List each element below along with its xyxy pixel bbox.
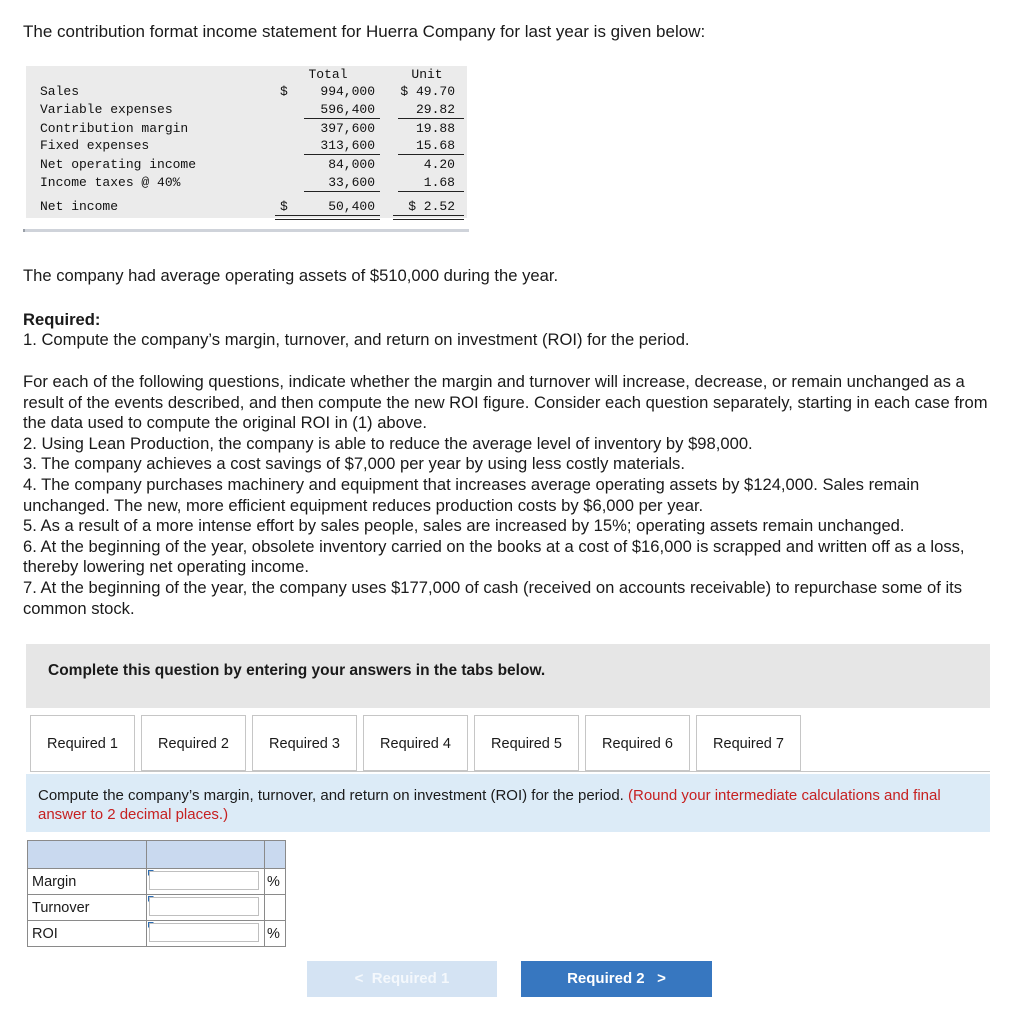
dollar-sales: $	[280, 84, 288, 99]
header-total: Total	[308, 67, 348, 82]
tab-required-2[interactable]: Required 2	[141, 715, 246, 771]
underline-variable-unit	[398, 118, 464, 119]
prev-button-label: Required 1	[371, 970, 450, 987]
unit-cm: 19.88	[415, 121, 455, 136]
underline-variable	[304, 118, 380, 119]
unit-noi: 4.20	[423, 157, 455, 172]
answer-table	[27, 840, 286, 947]
row-label-taxes: Income taxes @ 40%	[40, 175, 181, 190]
tab-required-1[interactable]: Required 1	[30, 715, 135, 772]
row-label-fixed: Fixed expenses	[40, 138, 150, 153]
total-net: 50,400	[328, 199, 375, 214]
total-taxes: 33,600	[328, 175, 375, 190]
total-fixed: 313,600	[320, 138, 375, 153]
underline-taxes-unit	[398, 191, 464, 192]
row-label-cm: Contribution margin	[40, 121, 189, 136]
row-label-variable: Variable expenses	[40, 102, 173, 117]
intro-text: The contribution format income statement for Huerra Company for last year is given below:	[23, 22, 706, 41]
double-underline-net-unit	[393, 215, 464, 220]
tab-divider	[30, 771, 990, 772]
income-statement	[26, 66, 467, 218]
next-button-label: Required 2	[567, 970, 645, 987]
tab-required-7[interactable]: Required 7	[696, 715, 801, 771]
question-7: 7. At the beginning of the year, the company uses $177,000 of cash (received on accounts receivable) to repurchase some of its common stock.	[23, 577, 963, 618]
unit-fixed: 15.68	[415, 138, 455, 153]
row-label-sales: Sales	[40, 84, 80, 99]
total-sales: 994,000	[320, 84, 375, 99]
instruction-note: (Round your intermediate calculations and final answer to 2 decimal places.)	[38, 787, 941, 823]
tab-required-3[interactable]: Required 3	[252, 715, 357, 771]
question-6: 6. At the beginning of the year, obsolete inventory carried on the books at a cost of $16,000 is scrapped and written off as a loss, thereby lowering net operating income.	[23, 536, 965, 577]
statement-bottom-bar	[23, 229, 469, 232]
unit-sales: $ 49.70	[400, 84, 455, 99]
margin-input[interactable]	[149, 871, 259, 890]
turnover-label: Turnover	[28, 895, 147, 921]
unit-taxes: 1.68	[423, 175, 455, 190]
roi-unit: %	[265, 921, 286, 947]
margin-unit: %	[265, 869, 286, 895]
required-1-text: 1. Compute the company’s margin, turnover, and return on investment (ROI) for the period.	[23, 330, 690, 349]
unit-variable: 29.82	[415, 102, 455, 117]
turnover-unit	[265, 895, 286, 921]
table-row	[28, 895, 286, 921]
question-3: 3. The company achieves a cost savings of $7,000 per year by using less costly materials.	[23, 454, 685, 474]
answer-table-header	[28, 841, 286, 869]
complete-text: Complete this question by entering your answers in the tabs below.	[48, 662, 546, 679]
tab-required-6[interactable]: Required 6	[585, 715, 690, 771]
turnover-input[interactable]	[149, 897, 259, 916]
chevron-left-icon: <	[354, 970, 364, 987]
questions-intro: For each of the following questions, indicate whether the margin and turnover will increase, decrease, or remain unchanged as a result of the events described, and then compute the new ROI figure. Consider each question separately, starting in each case from the data used to compute the original ROI in (1) above.	[23, 372, 988, 433]
unit-net: $ 2.52	[408, 199, 455, 214]
complete-banner	[26, 644, 990, 708]
underline-fixed-unit	[398, 154, 464, 155]
table-row	[28, 869, 286, 895]
questions-block	[23, 372, 993, 619]
required-heading: Required:	[23, 310, 101, 329]
double-underline-net	[275, 215, 380, 220]
tab-required-5[interactable]: Required 5	[474, 715, 579, 771]
total-variable: 596,400	[320, 102, 375, 117]
instruction-main: Compute the company’s margin, turnover, and return on investment (ROI) for the period.	[38, 787, 624, 804]
total-cm: 397,600	[320, 121, 375, 136]
assets-text: The company had average operating assets of $510,000 during the year.	[23, 266, 559, 285]
question-2: 2. Using Lean Production, the company is able to reduce the average level of inventory by $98,000.	[23, 433, 753, 453]
roi-label: ROI	[28, 921, 147, 947]
underline-taxes	[304, 191, 380, 192]
roi-input[interactable]	[149, 923, 259, 942]
header-unit: Unit	[411, 67, 443, 82]
row-label-noi: Net operating income	[40, 157, 197, 172]
instruction-panel	[26, 774, 990, 832]
table-row	[28, 921, 286, 947]
prev-button[interactable]	[307, 961, 497, 997]
total-noi: 84,000	[328, 157, 375, 172]
chevron-right-icon: >	[657, 970, 666, 987]
underline-fixed	[304, 154, 380, 155]
question-5: 5. As a result of a more intense effort by sales people, sales are increased by 15%; operating assets remain unchanged.	[23, 516, 905, 536]
next-button[interactable]	[521, 961, 712, 997]
tab-required-4[interactable]: Required 4	[363, 715, 468, 771]
margin-label: Margin	[28, 869, 147, 895]
question-4: 4. The company purchases machinery and equipment that increases average operating assets by $124,000. Sales remain unchanged. The new, more efficient equipment reduces production costs by $6,000 per year.	[23, 474, 920, 515]
row-label-net: Net income	[40, 199, 119, 214]
instruction-text	[38, 786, 958, 824]
dollar-net: $	[280, 199, 288, 214]
